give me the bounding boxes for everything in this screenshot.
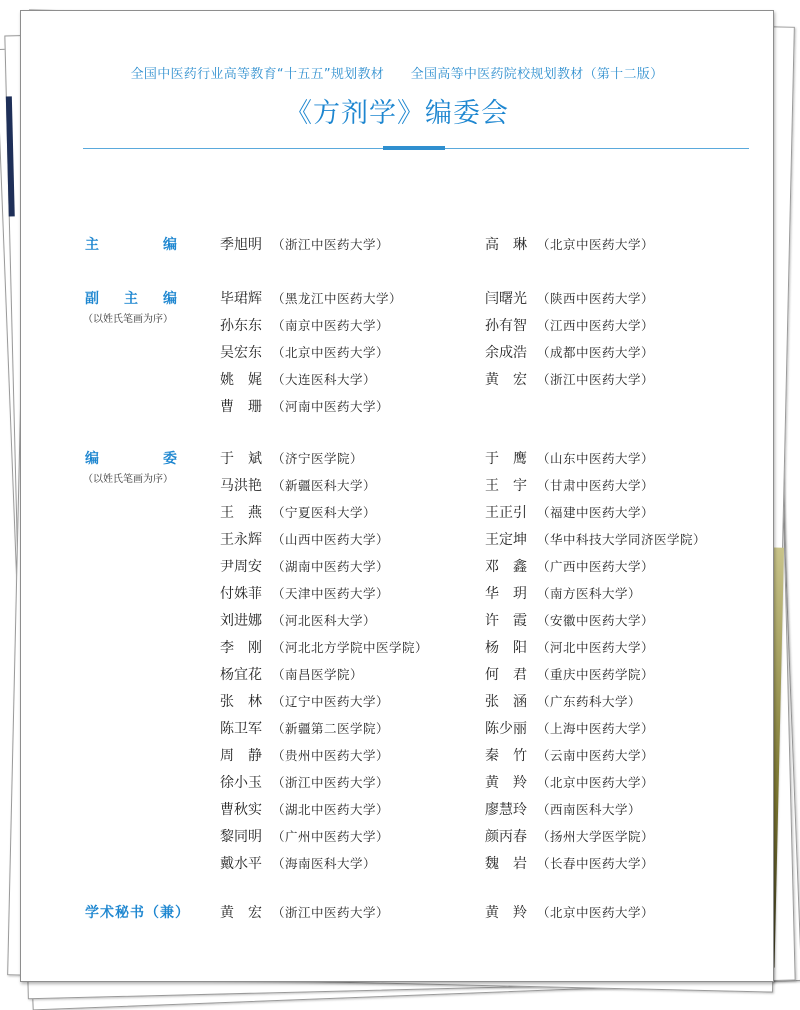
- title-divider-accent: [383, 146, 445, 150]
- person-name: 周 静: [220, 748, 262, 764]
- institution: （北京中医药大学）: [537, 905, 655, 920]
- editor-entry: [220, 234, 389, 256]
- institution: （济宁医学院）: [272, 451, 364, 466]
- person-name: 孙东东: [220, 318, 262, 334]
- editor-entry: [220, 637, 428, 659]
- editor-entry: [485, 583, 641, 605]
- editor-entry: [485, 342, 654, 364]
- person-name: 曹秋实: [220, 802, 262, 818]
- person-name: 黄 宏: [485, 372, 527, 388]
- editor-entry: [220, 342, 389, 364]
- person-name: 毕珺辉: [220, 291, 262, 307]
- person-name: 黄 宏: [220, 905, 262, 921]
- editor-entry: [485, 369, 654, 391]
- person-name: 廖慧玲: [485, 802, 527, 818]
- institution: （山西中医药大学）: [272, 532, 390, 547]
- editor-entry: [485, 234, 654, 256]
- institution: （南昌医学院）: [272, 667, 364, 682]
- person-name: 付姝菲: [220, 586, 262, 602]
- editor-entry: [485, 799, 641, 821]
- editor-entry: [485, 691, 641, 713]
- person-name: 李 刚: [220, 640, 262, 656]
- person-name: 徐小玉: [220, 775, 262, 791]
- person-name: 高 琳: [485, 237, 527, 253]
- person-name: 张 涵: [485, 694, 527, 710]
- institution: （北京中医药大学）: [272, 345, 390, 360]
- role-char: 主: [124, 291, 138, 307]
- institution: （云南中医药大学）: [537, 748, 655, 763]
- institution: （辽宁中医药大学）: [272, 694, 390, 709]
- institution: （浙江中医药大学）: [537, 372, 655, 387]
- institution: （浙江中医药大学）: [272, 775, 390, 790]
- editor-entry: [220, 745, 389, 767]
- person-name: 于 鹰: [485, 451, 527, 467]
- editor-entry: [220, 288, 402, 310]
- person-name: 闫曙光: [485, 291, 527, 307]
- editor-entry: [220, 772, 389, 794]
- editor-entry: [220, 556, 389, 578]
- person-name: 王永辉: [220, 532, 262, 548]
- institution: （宁夏医科大学）: [272, 505, 377, 520]
- institution: （天津中医药大学）: [272, 586, 390, 601]
- person-name: 马洪艳: [220, 478, 262, 494]
- person-name: 余成浩: [485, 345, 527, 361]
- institution: （新疆第二医学院）: [272, 721, 390, 736]
- editor-entry: [220, 718, 389, 740]
- person-name: 何 君: [485, 667, 527, 683]
- person-name: 刘进娜: [220, 613, 262, 629]
- editor-entry: [485, 529, 706, 551]
- institution: （大连医科大学）: [272, 372, 377, 387]
- institution: （新疆医科大学）: [272, 478, 377, 493]
- role-label-secretary: 学术秘书（兼）: [85, 905, 190, 921]
- person-name: 于 斌: [220, 451, 262, 467]
- role-char: 委: [163, 451, 177, 467]
- institution: （陕西中医药大学）: [537, 291, 655, 306]
- institution: （广西中医药大学）: [537, 559, 655, 574]
- person-name: 陈卫军: [220, 721, 262, 737]
- person-name: 季旭明: [220, 237, 262, 253]
- editor-entry: [485, 853, 654, 875]
- editor-entry: [485, 772, 654, 794]
- role-label-members: [85, 448, 177, 470]
- person-name: 魏 岩: [485, 856, 527, 872]
- institution: （广东药科大学）: [537, 694, 642, 709]
- role-char: 编: [163, 237, 177, 253]
- role-char: 副: [85, 291, 99, 307]
- institution: （北京中医药大学）: [537, 237, 655, 252]
- person-name: 杨 阳: [485, 640, 527, 656]
- series-line: 全国中医药行业高等教育“十五五”规划教材 全国高等中医药院校规划教材（第十二版）: [130, 67, 664, 82]
- person-name: 王 宇: [485, 478, 527, 494]
- institution: （长春中医药大学）: [537, 856, 655, 871]
- editor-entry: [485, 610, 654, 632]
- institution: （山东中医药大学）: [537, 451, 655, 466]
- institution: （湖南中医药大学）: [272, 559, 390, 574]
- editor-entry: [485, 745, 654, 767]
- editor-entry: [485, 475, 654, 497]
- editor-entry: [485, 664, 654, 686]
- institution: （扬州大学医学院）: [537, 829, 655, 844]
- editor-entry: [485, 315, 654, 337]
- person-name: 秦 竹: [485, 748, 527, 764]
- person-name: 颜丙春: [485, 829, 527, 845]
- editor-entry: [485, 502, 654, 524]
- role-label-deputy: [85, 288, 177, 310]
- person-name: 吴宏东: [220, 345, 262, 361]
- role-char: 编: [163, 291, 177, 307]
- editor-entry: [485, 637, 654, 659]
- ordering-note: （以姓氏笔画为序）: [83, 474, 173, 485]
- person-name: 陈少丽: [485, 721, 527, 737]
- editor-entry: [220, 502, 376, 524]
- editor-entry: [485, 448, 654, 470]
- institution: （重庆中医药学院）: [537, 667, 655, 682]
- person-name: 王定坤: [485, 532, 527, 548]
- person-name: 华 玥: [485, 586, 527, 602]
- editor-entry: [220, 826, 389, 848]
- role-char: 主: [85, 237, 99, 253]
- institution: （安徽中医药大学）: [537, 613, 655, 628]
- institution: （甘肃中医药大学）: [537, 478, 655, 493]
- person-name: 张 林: [220, 694, 262, 710]
- institution: （湖北中医药大学）: [272, 802, 390, 817]
- page-title: 《方剂学》编委会: [285, 98, 509, 129]
- editor-entry: [220, 853, 376, 875]
- editor-entry: [220, 691, 389, 713]
- person-name: 尹周安: [220, 559, 262, 575]
- person-name: 杨宜花: [220, 667, 262, 683]
- editor-entry: [220, 902, 389, 924]
- person-name: 孙有智: [485, 318, 527, 334]
- editor-entry: [220, 315, 389, 337]
- person-name: 王正引: [485, 505, 527, 521]
- institution: （河北中医药大学）: [537, 640, 655, 655]
- institution: （浙江中医药大学）: [272, 905, 390, 920]
- institution: （贵州中医药大学）: [272, 748, 390, 763]
- editor-entry: [220, 396, 389, 418]
- editor-entry: [485, 718, 654, 740]
- editor-entry: [220, 799, 389, 821]
- institution: （河南中医药大学）: [272, 399, 390, 414]
- institution: （江西中医药大学）: [537, 318, 655, 333]
- institution: （南京中医药大学）: [272, 318, 390, 333]
- institution: （北京中医药大学）: [537, 775, 655, 790]
- institution: （黑龙江中医药大学）: [272, 291, 403, 306]
- institution: （广州中医药大学）: [272, 829, 390, 844]
- institution: （河北北方学院中医学院）: [272, 640, 429, 655]
- role-label-chief: [85, 234, 177, 256]
- editor-entry: [220, 369, 376, 391]
- institution: （河北医科大学）: [272, 613, 377, 628]
- editor-entry: [485, 556, 654, 578]
- person-name: 黄 羚: [485, 775, 527, 791]
- editor-entry: [220, 583, 389, 605]
- editor-entry: [485, 826, 654, 848]
- institution: （福建中医药大学）: [537, 505, 655, 520]
- person-name: 曹 珊: [220, 399, 262, 415]
- editor-entry: [220, 610, 376, 632]
- institution: （南方医科大学）: [537, 586, 642, 601]
- institution: （西南医科大学）: [537, 802, 642, 817]
- role-char: 编: [85, 451, 99, 467]
- editor-entry: [485, 902, 654, 924]
- editor-entry: [220, 475, 376, 497]
- editor-entry: [485, 288, 654, 310]
- person-name: 许 霞: [485, 613, 527, 629]
- editor-entry: [220, 529, 389, 551]
- editor-entry: [220, 664, 363, 686]
- person-name: 邓 鑫: [485, 559, 527, 575]
- person-name: 黎同明: [220, 829, 262, 845]
- editor-entry: [220, 448, 363, 470]
- person-name: 戴水平: [220, 856, 262, 872]
- ordering-note: （以姓氏笔画为序）: [83, 314, 173, 325]
- person-name: 黄 羚: [485, 905, 527, 921]
- document-page: [20, 10, 774, 982]
- person-name: 姚 娓: [220, 372, 262, 388]
- institution: （海南医科大学）: [272, 856, 377, 871]
- institution: （浙江中医药大学）: [272, 237, 390, 252]
- institution: （华中科技大学同济医学院）: [537, 532, 707, 547]
- institution: （成都中医药大学）: [537, 345, 655, 360]
- person-name: 王 燕: [220, 505, 262, 521]
- institution: （上海中医药大学）: [537, 721, 655, 736]
